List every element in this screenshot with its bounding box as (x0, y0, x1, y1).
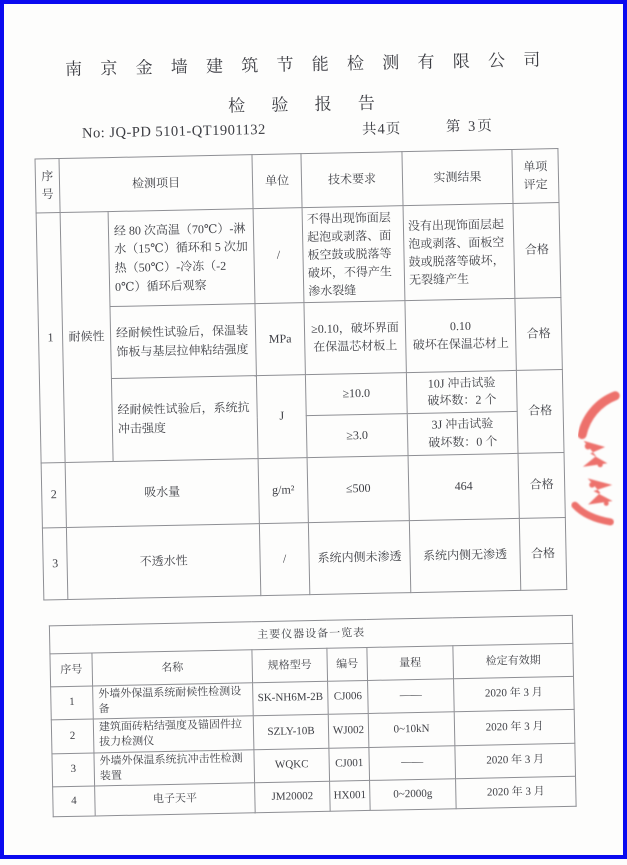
report-number: No: JQ-PD 5101-QT1901132 (81, 121, 266, 142)
cell-verdict: 合格 (513, 203, 561, 299)
table-row (36, 203, 561, 308)
cell-unit: / (259, 523, 309, 596)
cell-requirement: 不得出现饰面层起泡或剥落、面板空鼓或脱落等破坏，不得产生渗水裂缝 (302, 206, 405, 303)
cell-unit: g/m² (258, 458, 308, 524)
cell-result: 系统内侧无渗透 (409, 518, 520, 592)
cell-item: 经 80 次高温（70℃）-淋水（15℃）循环和 5 次加热（50℃）-冷冻（-20℃）循环后观察 (108, 209, 255, 307)
cell-unit: J (256, 375, 307, 459)
company-name: 南 京 金 墙 建 筑 节 能 检 测 有 限 公 司 (64, 50, 548, 79)
cell-number: HX001 (330, 780, 371, 811)
cell-name: 外墙外保温系统抗冲击性检测装置 (94, 749, 255, 785)
cell-verdict: 合格 (515, 298, 562, 371)
cell-validity: 2020 年 3 月 (455, 743, 576, 778)
cell-seq-1: 1 (36, 213, 65, 463)
test-results-table (35, 148, 568, 600)
col-header-range: 量程 (367, 646, 454, 681)
cell-seq: 4 (53, 786, 96, 817)
col-header-model: 规格型号 (252, 648, 328, 682)
cell-seq-3: 3 (42, 527, 67, 599)
cell-model: SZLY-10B (253, 714, 329, 749)
cell-number: CJ006 (328, 680, 369, 713)
col-header-verdict: 单项评定 (512, 149, 559, 204)
cell-name: 建筑面砖粘结强度及锚固件拉拔力检测仪 (93, 715, 254, 752)
cell-validity: 2020 年 3 月 (456, 776, 577, 808)
cell-seq: 1 (51, 686, 94, 720)
col-header-result: 实测结果 (402, 149, 513, 205)
result-line: 破坏在保温芯材上 (412, 335, 509, 352)
cell-verdict: 合格 (516, 369, 564, 453)
cell-item: 吸水量 (65, 459, 259, 528)
pages-total: 共4页 (361, 121, 402, 138)
cell-requirement: 系统内侧未渗透 (308, 521, 410, 595)
cell-requirement: ≥3.0 (306, 414, 408, 458)
cell-item: 不透水性 (66, 524, 260, 600)
cell-result: 没有出现饰面层起泡或剥落、面板空鼓或脱落等破坏，无裂缝产生 (403, 203, 515, 300)
col-header-validity: 检定有效期 (453, 643, 574, 678)
cell-validity: 2020 年 3 月 (454, 676, 575, 711)
table-row (38, 298, 562, 380)
cell-item: 经耐候性试验后，保温装饰板与基层拉伸粘结强度 (110, 304, 256, 379)
cell-name: 电子天平 (95, 782, 256, 815)
col-header-number: 编号 (327, 647, 368, 681)
col-header-item: 检测项目 (59, 155, 253, 213)
cell-result (407, 411, 518, 455)
cell-item: 经耐候性试验后，系统抗冲击强度 (111, 376, 258, 462)
cell-seq-2: 2 (41, 462, 66, 527)
cell-unit: MPa (255, 303, 305, 376)
cell-number: WJ002 (328, 713, 369, 748)
cell-result (405, 298, 516, 372)
cell-verdict: 合格 (519, 517, 566, 590)
cell-model: JM20002 (255, 781, 331, 812)
equipment-table-title: 主要仪器设备一览表 (49, 615, 573, 653)
cell-name: 外墙外保温系统耐候性检测设备 (93, 683, 254, 719)
result-line: 3J 冲击试验 (431, 416, 494, 433)
red-seal-stamp (559, 385, 627, 536)
cell-number: CJ001 (329, 747, 370, 781)
page-current: 第 3页 (445, 118, 494, 136)
equipment-table (49, 615, 577, 817)
cell-range: —— (368, 679, 455, 713)
result-line: 破坏数：2 个 (427, 392, 497, 408)
cell-seq: 3 (52, 753, 95, 787)
col-header-seq: 序号 (35, 159, 60, 213)
col-header-requirement: 技术要求 (301, 152, 403, 208)
report-title: 检 验 报 告 (227, 93, 387, 116)
result-line: 10J 冲击试验 (427, 375, 496, 391)
col-header-name: 名称 (92, 650, 253, 686)
cell-unit: / (253, 208, 304, 304)
cell-result: 464 (408, 453, 519, 520)
cell-verdict: 合格 (518, 452, 565, 518)
cell-model: SK-NH6M-2B (253, 681, 329, 715)
cell-requirement: ≥10.0 (305, 373, 407, 416)
cell-seq: 2 (51, 719, 94, 754)
cell-result (406, 370, 517, 413)
cell-validity: 2020 年 3 月 (454, 709, 575, 745)
table-row (41, 452, 565, 527)
cell-range: 0~2000g (370, 778, 457, 810)
result-line: 0.10 (449, 319, 472, 334)
cell-range: —— (369, 745, 456, 780)
cell-requirement: ≥0.10，破坏界面在保温芯材板上 (304, 301, 406, 375)
cell-range: 0~10kN (368, 711, 455, 747)
cell-requirement: ≤500 (307, 456, 409, 523)
table-row (42, 517, 566, 599)
result-line: 破坏数：0 个 (428, 433, 498, 450)
col-header-unit: 单位 (252, 154, 302, 209)
cell-category-weathering: 耐候性 (60, 212, 113, 463)
col-header-seq: 序号 (50, 653, 93, 687)
cell-model: WQKC (254, 748, 330, 782)
